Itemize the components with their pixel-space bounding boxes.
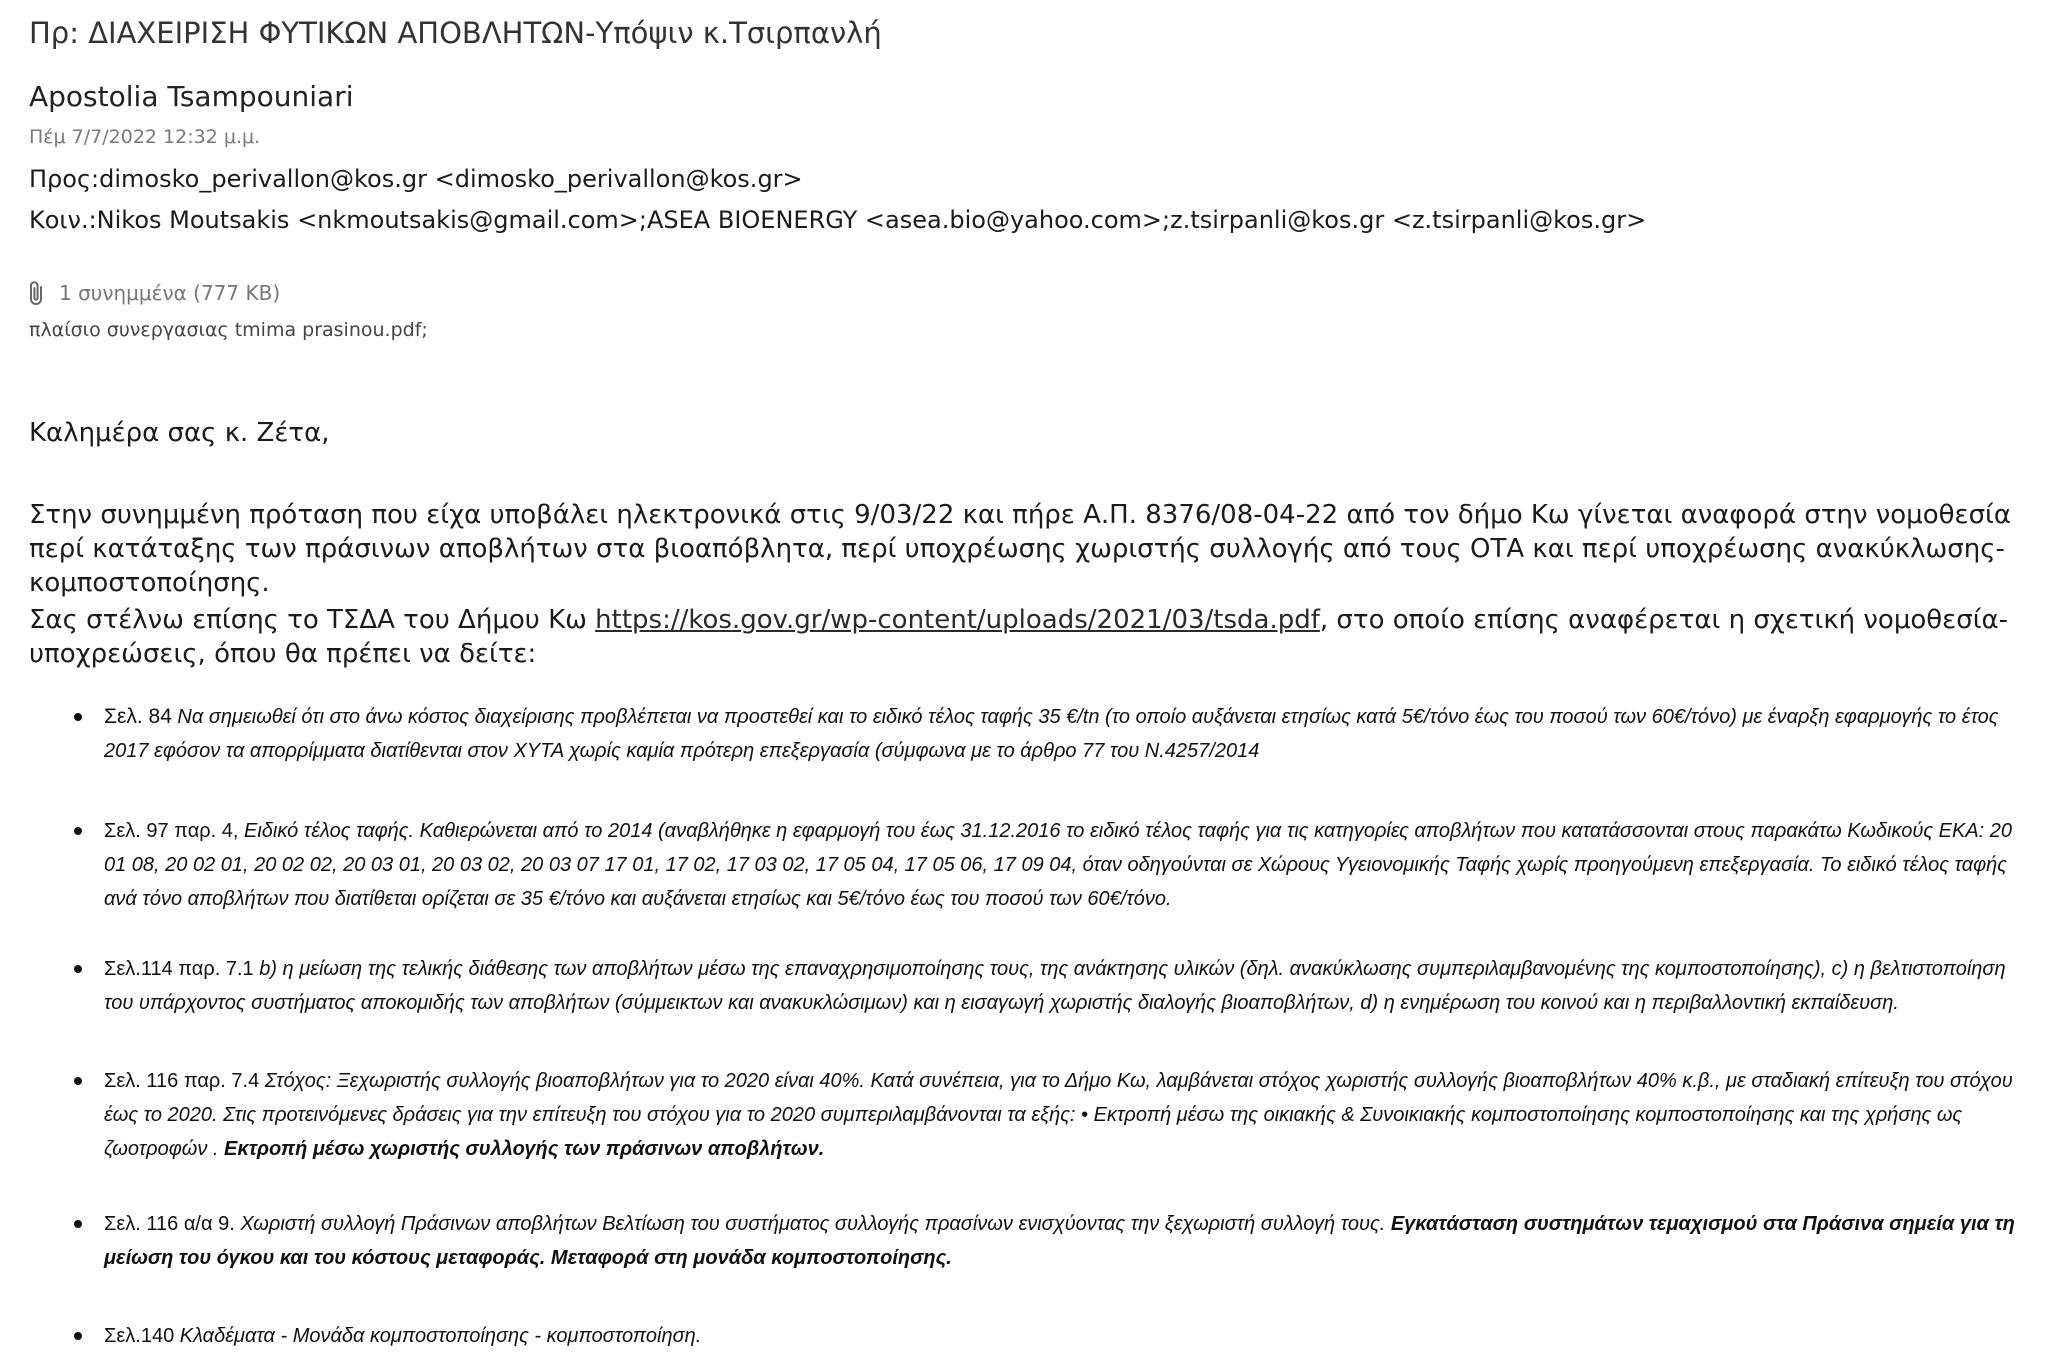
quote-text: Χωριστή συλλογή Πράσινων αποβλήτων Βελτίωση του συστήματος συλλογής πρασίνων ενισχύοντας την ξεχωριστή συλλογή τους. <box>234 1213 1391 1235</box>
quote-text: Στόχος: Ξεχωριστής συλλογής βιοαποβλήτων για το 2020 είναι 40%. Κατά συνέπεια, για το Δήμο Κω, λαμβάνεται στόχος χωριστής συλλογής βιοαποβλήτων 40% κ.β., με σταδιακή επίτευξη του στόχου έως το 2020. Στις προτεινόμενες δράσεις για την επίτευξη του στόχου για το 2020 συμπεριλαμβάνονται τα εξής: • Εκτροπή μέσω της οικιακής & Συνοικιακής κομποστοποίησης κομποστοποίησης και της χρήσης ως ζωοτροφών . <box>104 1070 2013 1160</box>
paragraph-2-text-after: , στο οποίο επίσης αναφέρεται η σχετική νομοθεσία-υποχρεώσεις, όπου θα πρέπει να δείτε: <box>29 605 2009 669</box>
sent-date: Πέμ 7/7/2022 12:32 μ.μ. <box>29 126 261 148</box>
quote-text: Να σημειωθεί ότι στο άνω κόστος διαχείρισης προβλέπεται να προστεθεί και το ειδικό τέλος ταφής 35 €/tn (το οποίο αυξάνεται ετησίως κατά 5€/τόνο έως του ποσού των 60€/τόνο) με έναρξη εφαρμογής το έτος 2017 εφόσον τα απορρίμματα διατίθενται στον ΧΥΤΑ χωρίς καμία πρότερη επεξεργασία (σύμφωνα με το άρθρο 77 του Ν.4257/2014 <box>104 706 1999 762</box>
quote-bold-text: Εκτροπή μέσω χωριστής συλλογής των πράσινων αποβλήτων. <box>224 1138 825 1160</box>
list-item <box>74 952 2034 1020</box>
quote-text: Ειδικό τέλος ταφής. Καθιερώνεται από το 2014 (αναβλήθηκε η εφαρμογή του έως 31.12.2016 το ειδικό τέλος ταφής για τις κατηγορίες αποβλήτων που κατατάσσονται στους παρακάτω Κωδικούς ΕΚΑ: 20 01 08, 20 02 01, 20 02 02, 20 03 01, 20 03 02, 20 03 07 17 01, 17 02, 17 03 02, 17 05 04, 17 05 06, 17 09 04, όταν οδηγούνται σε Χώρους Υγειονομικής Ταφής χωρίς προηγούμενη επεξεργασία. Το ειδικό τέλος ταφής ανά τόνο αποβλήτων που διατίθεται ορίζεται σε 35 €/τόνο και αυξάνεται ετησίως και 5€/τόνο έως του ποσού των 60€/τόνο. <box>104 820 2013 910</box>
email-subject: Πρ: ΔΙΑΧΕΙΡΙΣΗ ΦΥΤΙΚΩΝ ΑΠΟΒΛΗΤΩΝ-Υπόψιν κ.Τσιρπανλή <box>29 16 882 50</box>
attachments-summary[interactable] <box>27 280 280 306</box>
page-reference: Σελ.114 παρ. 7.1 <box>104 958 254 980</box>
page-reference: Σελ. 116 παρ. 7.4 <box>104 1070 260 1092</box>
paragraph-2-text-before: Σας στέλνω επίσης το ΤΣΔΑ του Δήμου Κω <box>29 605 596 635</box>
paperclip-icon <box>27 280 47 306</box>
page-reference: Σελ. 84 <box>104 705 172 728</box>
body-paragraph-2 <box>29 603 2029 671</box>
cc-recipients[interactable]: Κοιν.:Nikos Moutsakis <nkmoutsakis@gmail.com>;ASEA BIOENERGY <asea.bio@yahoo.com>;z.tsirpanli@kos.gr <z.tsirpanli@kos.gr> <box>29 206 1647 234</box>
list-item <box>74 1319 2034 1353</box>
page-reference: Σελ. 97 παρ. 4, <box>104 820 244 842</box>
tsda-link[interactable]: https://kos.gov.gr/wp-content/uploads/2021/03/tsda.pdf <box>595 605 1320 635</box>
attachment-file-link[interactable]: πλαίσιο συνεργασιας tmima prasinou.pdf; <box>29 319 428 341</box>
page-reference: Σελ. 116 α/α 9. <box>104 1213 235 1235</box>
body-paragraph-1: Στην συνημμένη πρόταση που είχα υποβάλει ηλεκτρονικά στις 9/03/22 και πήρε Α.Π. 8376/08-04-22 από τον δήμο Κω γίνεται αναφορά στην νομοθεσία περί κατάταξης των πράσινων αποβλήτων στα βιοαπόβλητα, περί υποχρέωσης χωριστής συλλογής από τους ΟΤΑ και περί υποχρέωσης ανακύκλωσης-κομποστοποίησης. <box>29 500 2011 598</box>
quote-bold-text: Εγκατάσταση συστημάτων τεμαχισμού στα Πράσινα σημεία για τη μείωση του όγκου και του κόστους μεταφοράς. Μεταφορά στη μονάδα κομποστοποίησης. <box>104 1213 2015 1269</box>
attachments-count: 1 συνημμένα (777 KB) <box>59 281 281 305</box>
page-reference: Σελ.140 <box>104 1325 175 1347</box>
list-item <box>74 700 2034 768</box>
greeting: Καλημέρα σας κ. Ζέτα, <box>29 418 330 448</box>
list-item <box>74 814 2034 916</box>
reference-list <box>74 700 2034 1353</box>
list-item <box>74 1064 2034 1166</box>
to-recipients[interactable]: Προς:dimosko_perivallon@kos.gr <dimosko_perivallon@kos.gr> <box>29 165 803 193</box>
list-item <box>74 1207 2034 1275</box>
quote-text: b) η μείωση της τελικής διάθεσης των αποβλήτων μέσω της επαναχρησιμοποίησης τους, της ανάκτησης υλικών (δηλ. ανακύκλωσης συμπεριλαμβανομένης της κομποστοποίησης), c) η βελτιστοποίηση του υπάρχοντος συστήματος αποκομιδής των αποβλήτων (σύμμεικτων και ανακυκλώσιμων) και η εισαγωγή χωριστής διαλογής βιοαποβλήτων, d) η ενημέρωση του κοινού και η περιβαλλοντική εκπαίδευση. <box>104 958 2006 1014</box>
sender-name[interactable]: Apostolia Tsampouniari <box>29 80 354 113</box>
quote-text: Κλαδέματα - Μονάδα κομποστοποίησης - κομποστοποίηση. <box>174 1325 702 1347</box>
